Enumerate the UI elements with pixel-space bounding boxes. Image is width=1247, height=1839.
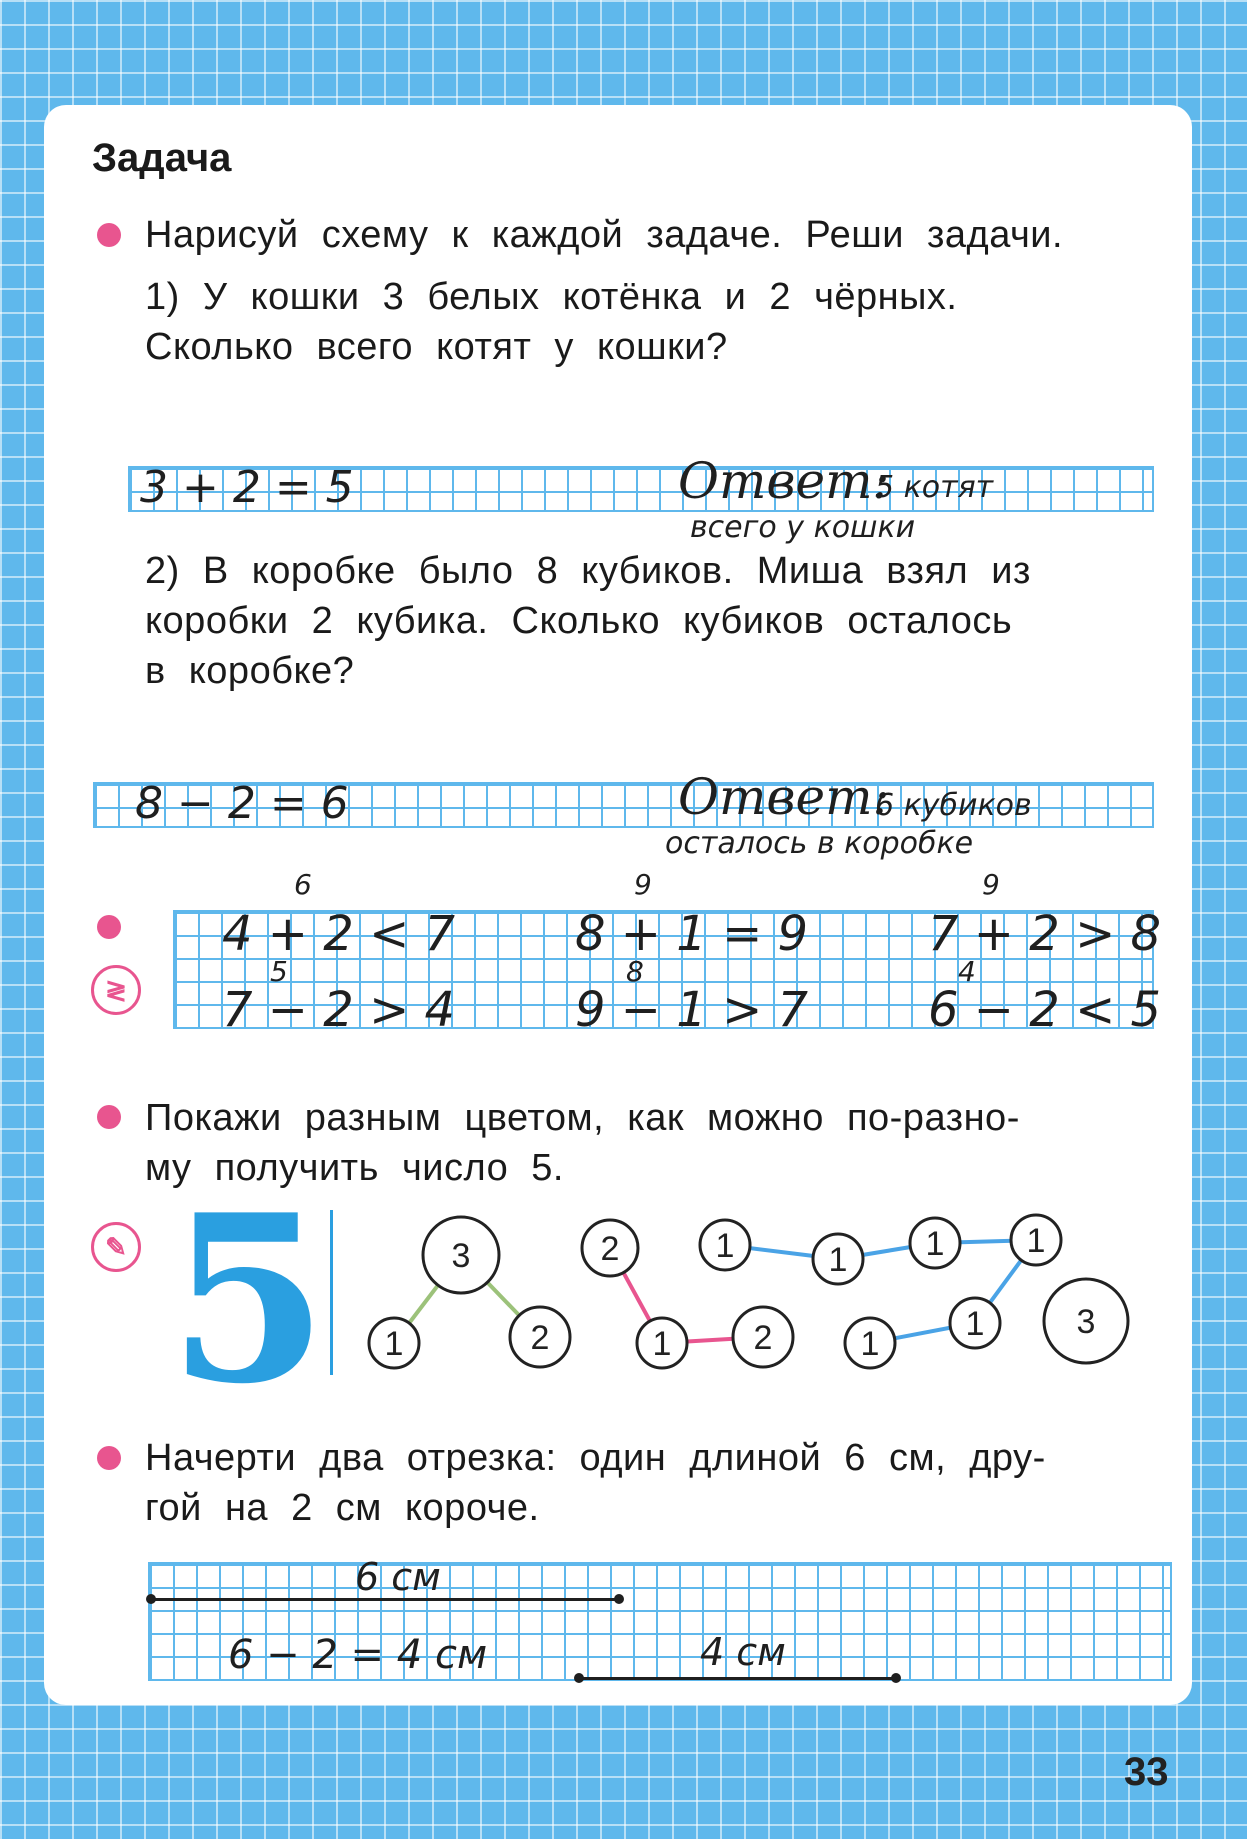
number-circle <box>369 1318 419 1368</box>
segment-endpoint <box>891 1673 901 1683</box>
pencil-icon: ✎ <box>91 1222 141 1272</box>
number-circle-label: 1 <box>925 1225 945 1263</box>
segment-4cm <box>578 1677 896 1680</box>
compare-hint: 9 <box>634 868 652 901</box>
task1-instruction: Нарисуй схему к каждой задаче. Реши задачи. <box>145 214 1064 256</box>
segment-calculation: 6 − 2 = 4 см <box>228 1632 488 1678</box>
segment2-label: 4 см <box>700 1630 786 1674</box>
number-circle-label: 2 <box>530 1319 550 1357</box>
task4-instruction-line2: гой на 2 см короче. <box>145 1487 540 1529</box>
number-circle-label: 1 <box>652 1325 672 1363</box>
page-heading: Задача <box>92 136 232 180</box>
problem2-line1: 2) В коробке было 8 кубиков. Миша взял из <box>145 550 1031 592</box>
compare-expression: 9 − 1 > 7 <box>575 982 809 1038</box>
segment-endpoint <box>614 1594 624 1604</box>
number-circle <box>1011 1215 1061 1265</box>
compare-expression: 7 + 2 > 8 <box>928 906 1162 962</box>
compare-expression: 6 − 2 < 5 <box>928 982 1162 1038</box>
answer1-text: 5 котят <box>875 470 994 505</box>
answer1-text2: всего у кошки <box>690 510 916 545</box>
number-circle <box>910 1218 960 1268</box>
number-circle-label: 1 <box>1026 1222 1046 1260</box>
number-circle <box>950 1298 1000 1348</box>
compare-hint: 8 <box>626 955 644 988</box>
number-circle-label: 1 <box>860 1325 880 1363</box>
solution2: 8 − 2 = 6 <box>135 778 349 829</box>
number-circle <box>582 1220 638 1276</box>
compare-expression: 8 + 1 = 9 <box>575 906 809 962</box>
problem1-line2: Сколько всего котят у кошки? <box>145 326 728 368</box>
compare-expression: 4 + 2 < 7 <box>222 906 456 962</box>
number-circle <box>637 1318 687 1368</box>
answer2-label: Ответ: <box>678 768 890 826</box>
number-circle-label: 1 <box>965 1305 985 1343</box>
number-circle <box>845 1318 895 1368</box>
number-circle-label: 2 <box>753 1319 773 1357</box>
compare-hint: 4 <box>958 955 976 988</box>
number-circle <box>700 1220 750 1270</box>
compare-hint: 6 <box>294 868 312 901</box>
number-circle <box>733 1307 793 1367</box>
number-circle <box>813 1234 863 1284</box>
compare-hint: 9 <box>982 868 1000 901</box>
compare-expression: 7 − 2 > 4 <box>222 982 456 1038</box>
task4-instruction-line1: Начерти два отрезка: один длиной 6 см, дру- <box>145 1437 1046 1479</box>
segment-endpoint <box>146 1594 156 1604</box>
bullet-task4 <box>97 1446 121 1470</box>
problem2-line2: коробки 2 кубика. Сколько кубиков осталось <box>145 600 1013 642</box>
compare-hint: 5 <box>270 955 288 988</box>
task3-instruction-line2: му получить число 5. <box>145 1147 564 1189</box>
segment-endpoint <box>574 1673 584 1683</box>
number-circle-label: 2 <box>600 1230 620 1268</box>
answer2-text2: осталось в коробке <box>665 826 974 861</box>
greater-less-icon: ≷ <box>91 965 141 1015</box>
page-number: 33 <box>1124 1750 1169 1794</box>
number-circle-label: 3 <box>451 1237 471 1275</box>
number-circle-label: 1 <box>715 1227 735 1265</box>
answer2-text: 6 кубиков <box>875 788 1032 823</box>
segment1-label: 6 см <box>355 1555 441 1599</box>
number-circle-label: 1 <box>828 1241 848 1279</box>
problem2-line3: в коробке? <box>145 650 355 692</box>
number-circle-label: 1 <box>384 1325 404 1363</box>
number-circle-label: 3 <box>1076 1303 1096 1341</box>
big-number: 5 <box>168 1165 329 1435</box>
number-circle <box>510 1307 570 1367</box>
problem1-line1: 1) У кошки 3 белых котёнка и 2 чёрных. <box>145 276 958 318</box>
answer1-label: Ответ: <box>678 452 890 510</box>
task3-instruction-line1: Покажи разным цветом, как можно по-разно- <box>145 1097 1020 1139</box>
solution1: 3 + 2 = 5 <box>140 462 354 513</box>
number-circle <box>1044 1279 1128 1363</box>
number-circle <box>423 1217 499 1293</box>
